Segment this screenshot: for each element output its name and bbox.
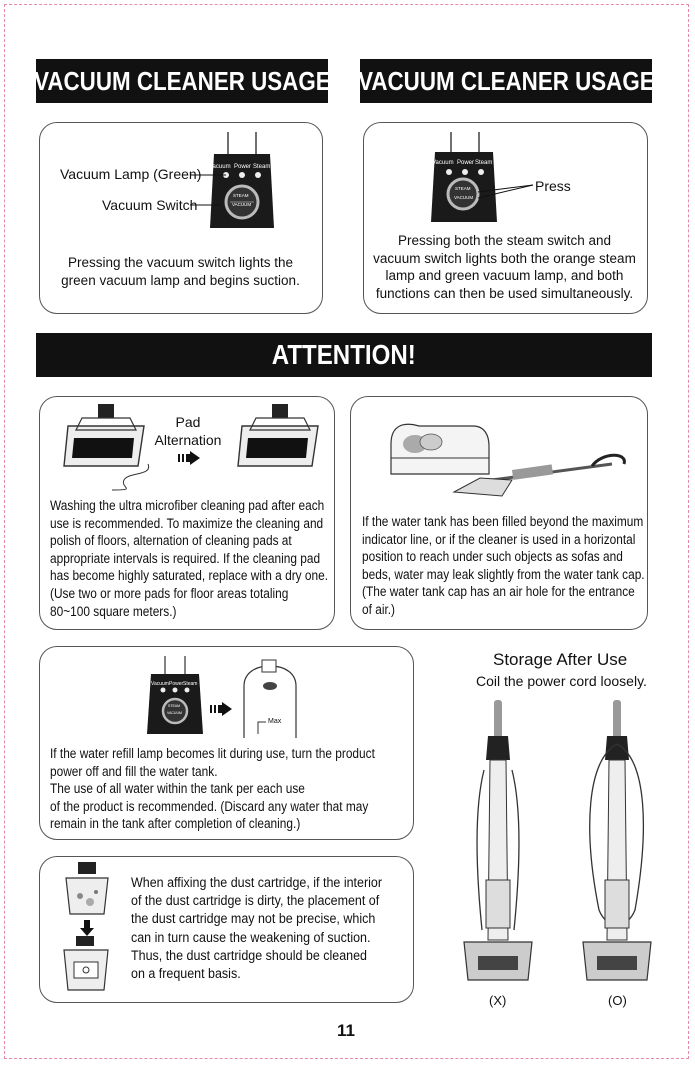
pad-alternation-label-line: Alternation [154, 432, 222, 448]
cord-illustration [108, 462, 158, 492]
max-indicator-label: Max [268, 718, 282, 725]
tank-text-line: beds, water may leak slightly from the water tank cap. [362, 566, 645, 582]
storage-right-label: (O) [608, 993, 627, 1008]
usage-right-caption [366, 232, 643, 302]
usage-right-caption-line: lamp and green vacuum lamp, and both [385, 268, 624, 284]
pad-text-line: use is recommended. To maximize the cleaning and [50, 515, 324, 531]
usage-left-caption-line: Pressing the vacuum switch lights the [67, 255, 294, 270]
usage-right-caption-line: vacuum switch lights both the orange steam [373, 250, 636, 266]
dust-text [131, 874, 416, 983]
panel-button-label-steam: STEAM [233, 193, 249, 198]
label-vacuum-lamp: Vacuum Lamp (Green) [60, 166, 202, 182]
arrow-right-icon [178, 451, 202, 465]
pad-text [50, 497, 366, 620]
refill-text-line: The use of all water within the tank per each use [50, 781, 305, 797]
refill-lamp-label-power: Power [169, 681, 184, 687]
pointer-lines-right [478, 182, 538, 212]
dust-text-line: When affixing the dust cartridge, if the interior [131, 875, 382, 891]
pad-text-line: has become highly saturated, replace with a dry one. [50, 568, 329, 584]
banner-usage-right [357, 59, 655, 103]
dust-text-line: Thus, the dust cartridge should be cleaned [131, 947, 367, 964]
refill-text-line: of the product is recommended. (Discard any water that may [50, 798, 369, 814]
tank-text-line: If the water tank has been filled beyond the maximum [362, 514, 644, 529]
refill-text-line: If the water refill lamp becomes lit during use, turn the product [50, 746, 375, 761]
tank-text [362, 513, 683, 619]
banner-usage-left [33, 59, 331, 103]
control-panel-illustration-refill [145, 656, 205, 736]
storage-wrong-label: (X) [489, 993, 507, 1008]
refill-button-label-vacuum: VACUUM [167, 711, 182, 715]
banner-usage-right-text: VACUUM CLEANER USAGE [357, 65, 655, 96]
panel-button-label-vacuum-right: VACUUM [454, 195, 474, 200]
refill-lamp-label-vacuum: Vacuum [151, 681, 169, 687]
arrow-down-icon [80, 920, 94, 936]
water-tank-illustration [236, 656, 306, 738]
pad-text-line: Washing the ultra microfiber cleaning pad after each [50, 498, 325, 513]
panel-lamp-label-vacuum: Vacuum [209, 164, 231, 170]
dust-text-line: of the dust cartridge is dirty, the placement of [131, 893, 380, 910]
stored-cleaner-right-illustration [577, 700, 657, 990]
refill-text [50, 745, 419, 833]
banner-attention [36, 333, 652, 377]
storage-subtitle: Coil the power cord loosely. [476, 673, 647, 689]
panel-lamp-label-power: Power [234, 164, 252, 170]
pad-text-line: (Use two or more pads for floor areas totaling [50, 585, 289, 601]
panel-lamp-label-power-right: Power [457, 160, 475, 166]
pad-alternation-label-line: Pad [175, 414, 201, 430]
refill-button-label-steam: STEAM [168, 704, 181, 708]
panel-lamp-label-steam: Steam [253, 164, 271, 170]
mop-head-illustration-right [238, 404, 318, 474]
stored-cleaner-wrong-illustration [458, 700, 538, 990]
dust-text-line: can in turn cause the weakening of suction. [131, 929, 371, 946]
tank-text-line: of air.) [362, 601, 396, 617]
refill-text-line: power off and fill the water tank. [50, 763, 218, 779]
refill-lamp-label-steam: Steam [183, 681, 198, 687]
dust-text-line: the dust cartridge may not be precise, which [131, 911, 376, 928]
usage-left-caption-line: green vacuum lamp and begins suction. [61, 272, 300, 288]
pad-text-line: polish of floors, alternation of cleaning pads at [50, 533, 292, 549]
tank-text-line: position to reach under such objects as sofas and [362, 549, 623, 565]
arrow-right-icon [210, 702, 234, 716]
panel-lamp-label-steam-right: Steam [475, 160, 493, 166]
pad-alternation-label [150, 413, 226, 449]
page-number: 11 [337, 1021, 355, 1040]
storage-title: Storage After Use [493, 650, 628, 669]
tank-text-line: (The water tank cap has an air hole for the entrance [362, 584, 635, 600]
usage-right-caption-line: functions can then be used simultaneously. [375, 285, 634, 301]
dust-cartridge-dirty-illustration [62, 862, 112, 918]
panel-lamp-label-vacuum-right: Vacuum [432, 160, 454, 166]
label-press: Press [535, 178, 571, 194]
usage-left-caption [58, 254, 303, 289]
refill-text-line: remain in the tank after completion of cleaning.) [50, 816, 301, 832]
horizontal-cleaner-illustration [452, 452, 632, 502]
tank-text-line: indicator line, or if the cleaner is used in a horizontal [362, 531, 636, 547]
banner-usage-left-text: VACUUM CLEANER USAGE [33, 65, 331, 96]
pad-text-line: appropriate intervals is required. If the cleaning pad [50, 550, 321, 566]
usage-right-caption-line: Pressing both the steam switch and [397, 233, 612, 248]
pad-text-line: 80~100 square meters.) [50, 603, 177, 619]
dust-text-line: on a frequent basis. [131, 966, 241, 983]
banner-attention-text: ATTENTION! [271, 339, 416, 370]
label-vacuum-switch: Vacuum Switch [102, 197, 198, 213]
panel-button-label-steam-right: STEAM [455, 186, 471, 191]
panel-button-label-vacuum: VACUUM [232, 202, 252, 207]
dust-cartridge-clean-illustration [60, 936, 112, 994]
